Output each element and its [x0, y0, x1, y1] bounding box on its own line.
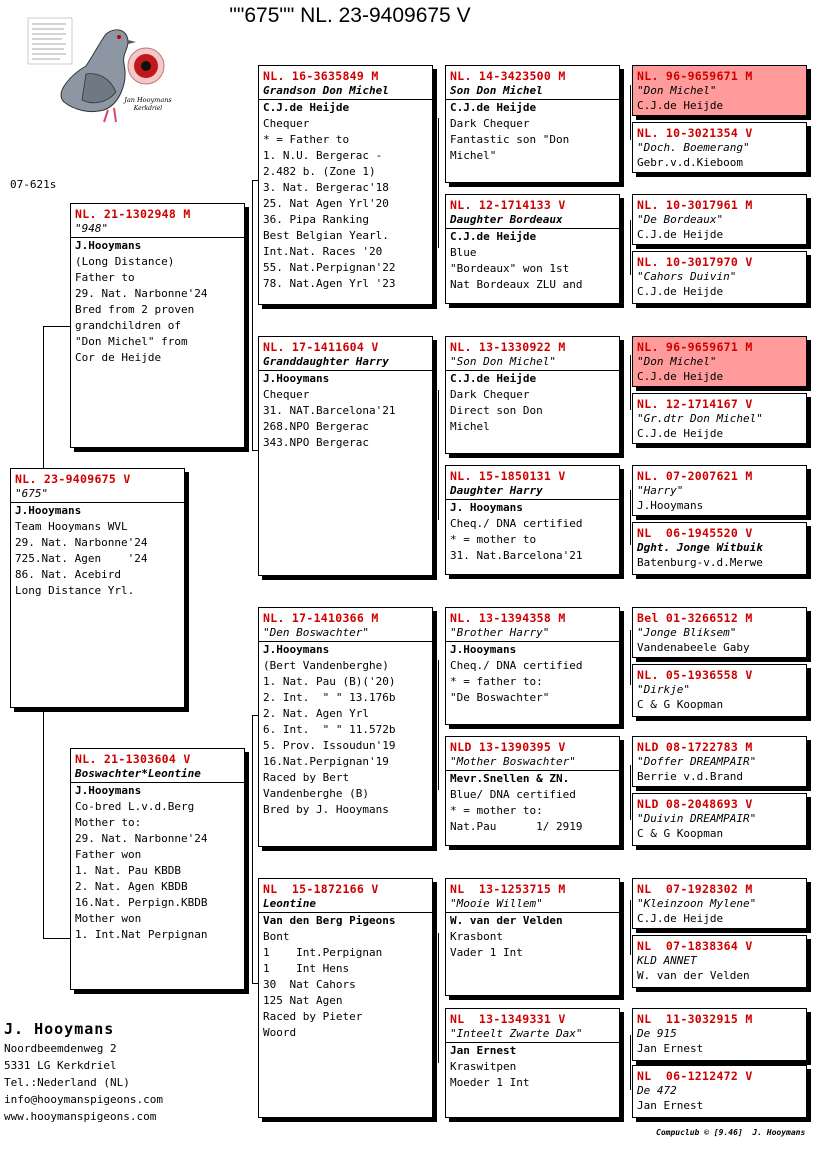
breeder: W. van der Velden	[450, 914, 563, 927]
pigeon-name: "Duivin DREAMPAIR"	[637, 812, 757, 825]
breeder: C.J.de Heijde	[637, 912, 724, 925]
ring-number: NL 06-1212472 V	[637, 1069, 753, 1083]
ring-number: NL. 13-1330922 M	[450, 340, 566, 354]
info-line: 268.NPO Bergerac	[263, 420, 369, 433]
great-grandparent-card[interactable]	[445, 194, 620, 304]
info-line: 30 Nat Cahors	[263, 978, 356, 991]
ring-number: NLD 08-1722783 M	[637, 740, 753, 754]
pigeon-name: "Dirkje"	[637, 683, 690, 696]
dam-card[interactable]	[70, 748, 245, 990]
info-line: Nat Bordeaux ZLU and	[450, 278, 583, 291]
ancestor-card[interactable]	[632, 1065, 807, 1118]
connector	[252, 180, 253, 450]
info-line: Chequer	[263, 388, 310, 401]
info-line: Long Distance Yrl.	[15, 584, 135, 597]
info-line: Chequer	[263, 117, 310, 130]
ancestor-card[interactable]	[632, 65, 807, 116]
info-line: Direct son Don	[450, 404, 543, 417]
info-line: Cor de Heijde	[75, 351, 162, 364]
connector	[43, 326, 71, 327]
breeder: C.J.de Heijde	[637, 285, 724, 298]
info-line: Father won	[75, 848, 142, 861]
great-grandparent-card[interactable]	[445, 465, 620, 575]
pedigree-code: 07-621s	[10, 178, 57, 191]
info-line: Michel	[450, 420, 490, 433]
breeder: C & G Koopman	[637, 827, 724, 840]
connector	[630, 1035, 631, 1090]
pigeon-name: "Mother Boswachter"	[450, 755, 576, 768]
info-line: Woord	[263, 1026, 297, 1039]
ring-number: NL 13-1349331 V	[450, 1012, 566, 1026]
pigeon-name: "Doffer DREAMPAIR"	[637, 755, 757, 768]
ring-number: NL. 10-3017970 V	[637, 255, 753, 269]
ring-number: NL 11-3032915 M	[637, 1012, 753, 1026]
info-line: 31. NAT.Barcelona'21	[263, 404, 396, 417]
breeder: J. Hooymans	[450, 501, 523, 514]
pigeon-name: "Mooie Willem"	[450, 897, 543, 910]
info-line: 2. Nat. Agen KBDB	[75, 880, 188, 893]
breeder: J.Hooymans	[15, 504, 82, 517]
pigeon-name: Dght. Jonge Witbuik	[637, 541, 763, 554]
info-line: "Bordeaux" won 1st	[450, 262, 570, 275]
grandsire-paternal-card[interactable]	[258, 65, 433, 305]
ancestor-card[interactable]	[632, 194, 807, 245]
owner-name: J. Hooymans	[4, 1020, 115, 1038]
pigeon-name: "Doch. Boemerang"	[637, 141, 750, 154]
ring-number: NL. 21-1303604 V	[75, 752, 191, 766]
info-line: 25. Nat Agen Yrl'20	[263, 197, 389, 210]
info-line: Nat.Pau 1/ 2919	[450, 820, 583, 833]
ancestor-card[interactable]	[632, 251, 807, 304]
connector	[252, 715, 253, 983]
pigeon-name: "Den Boswachter"	[263, 626, 369, 639]
ring-number: NL 07-1838364 V	[637, 939, 753, 953]
pigeon-name: "Kleinzoon Mylene"	[637, 897, 757, 910]
info-line: 29. Nat. Narbonne'24	[75, 287, 208, 300]
pigeon-name: KLD ANNET	[637, 954, 697, 967]
breeder: Berrie v.d.Brand	[637, 770, 743, 783]
info-line: "Don Michel" from	[75, 335, 188, 348]
pigeon-name: "Inteelt Zwarte Dax"	[450, 1027, 583, 1040]
ring-number: NL. 96-9659671 M	[637, 340, 753, 354]
owner-address: Noordbeemdenweg 2	[4, 1042, 117, 1055]
info-line: Kraswitpen	[450, 1060, 517, 1073]
pigeon-name: De 915	[637, 1027, 677, 1040]
grandsire-maternal-card[interactable]	[258, 607, 433, 847]
ancestor-card[interactable]	[632, 465, 807, 516]
breeder: Jan Ernest	[637, 1042, 704, 1055]
great-grandparent-card[interactable]	[445, 736, 620, 846]
breeder: C.J.de Heijde	[637, 228, 724, 241]
breeder: C.J.de Heijde	[637, 99, 724, 112]
info-line: "De Boswachter"	[450, 691, 550, 704]
info-line: Father to	[75, 271, 135, 284]
ancestor-card[interactable]	[632, 607, 807, 658]
pigeon-name: Son Don Michel	[450, 84, 543, 97]
info-line: * = father to:	[450, 675, 543, 688]
ring-number: NL. 12-1714167 V	[637, 397, 753, 411]
info-line: Raced by Pieter	[263, 1010, 363, 1023]
ring-number: NL. 96-9659671 M	[637, 69, 753, 83]
ring-number: NL. 16-3635849 M	[263, 69, 379, 83]
info-line: 16.Nat. Perpign.KBDB	[75, 896, 208, 909]
connector	[630, 355, 631, 410]
info-line: Krasbont	[450, 930, 503, 943]
connector	[630, 490, 631, 545]
ring-number: NL 07-1928302 M	[637, 882, 753, 896]
footer-credit: Compuclub © [9.46] J. Hooymans	[656, 1128, 806, 1137]
info-line: Bred by J. Hooymans	[263, 803, 389, 816]
pigeon-logo	[24, 14, 174, 129]
info-line: 31. Nat.Barcelona'21	[450, 549, 583, 562]
owner-contact	[4, 1018, 163, 1125]
ring-number: NL. 21-1302948 M	[75, 207, 191, 221]
ring-number: NLD 08-2048693 V	[637, 797, 753, 811]
info-line: Mother won	[75, 912, 142, 925]
breeder: C.J.de Heijde	[450, 372, 537, 385]
ring-number: NL. 15-1850131 V	[450, 469, 566, 483]
ring-number: Bel 01-3266512 M	[637, 611, 753, 625]
connector	[630, 630, 631, 685]
pigeon-name: "Don Michel"	[637, 84, 717, 97]
connector	[630, 900, 631, 955]
granddam-maternal-card[interactable]	[258, 878, 433, 1118]
granddam-paternal-card[interactable]	[258, 336, 433, 576]
info-line: 29. Nat. Narbonne'24	[15, 536, 148, 549]
info-line: Vader 1 Int	[450, 946, 523, 959]
info-line: 2. Int. " " 13.176b	[263, 691, 396, 704]
ring-number: NL. 23-9409675 V	[15, 472, 131, 486]
connector	[43, 938, 71, 939]
owner-website[interactable]: www.hooymanspigeons.com	[4, 1110, 157, 1123]
great-grandparent-card[interactable]	[445, 1008, 620, 1118]
ring-number: NL. 13-1394358 M	[450, 611, 566, 625]
info-line: 1. Nat. Pau KBDB	[75, 864, 181, 877]
breeder: C.J.de Heijde	[637, 370, 724, 383]
breeder: C.J.de Heijde	[450, 230, 537, 243]
svg-text:Kerkdriel: Kerkdriel	[133, 105, 163, 112]
info-line: Blue/ DNA certified	[450, 788, 576, 801]
info-line: 86. Nat. Acebird	[15, 568, 121, 581]
info-line: 29. Nat. Narbonne'24	[75, 832, 208, 845]
info-line: 3. Nat. Bergerac'18	[263, 181, 389, 194]
breeder: C & G Koopman	[637, 698, 724, 711]
pigeon-name: Granddaughter Harry	[263, 355, 389, 368]
breeder: Van den Berg Pigeons	[263, 914, 396, 927]
info-line: Best Belgian Yearl.	[263, 229, 389, 242]
info-line: Blue	[450, 246, 477, 259]
info-line: 78. Nat.Agen Yrl '23	[263, 277, 396, 290]
breeder: Jan Ernest	[450, 1044, 517, 1057]
info-line: grandchildren of	[75, 319, 181, 332]
info-line: Bred from 2 proven	[75, 303, 195, 316]
ring-number: NL 06-1945520 V	[637, 526, 753, 540]
info-line: (Bert Vandenberghe)	[263, 659, 389, 672]
breeder: J.Hooymans	[75, 239, 142, 252]
ancestor-card[interactable]	[632, 664, 807, 717]
connector	[43, 326, 44, 470]
ring-number: NL 13-1253715 M	[450, 882, 566, 896]
ring-number: NL. 17-1410366 M	[263, 611, 379, 625]
pigeon-name: "Don Michel"	[637, 355, 717, 368]
ancestor-card[interactable]	[632, 793, 807, 846]
pigeon-name: "Gr.dtr Don Michel"	[637, 412, 763, 425]
great-grandparent-card[interactable]	[445, 65, 620, 183]
ancestor-card[interactable]	[632, 122, 807, 173]
info-line: 1. N.U. Bergerac -	[263, 149, 383, 162]
info-line: * = mother to:	[450, 804, 543, 817]
breeder: C.J.de Heijde	[450, 101, 537, 114]
pigeon-name: Grandson Don Michel	[263, 84, 389, 97]
subject-card[interactable]	[10, 468, 185, 708]
pigeon-name: "948"	[75, 222, 109, 235]
info-line: 1 Int.Perpignan	[263, 946, 383, 959]
connector	[438, 390, 439, 520]
breeder: J.Hooymans	[637, 499, 704, 512]
breeder: J.Hooymans	[263, 643, 330, 656]
page-title: ""675"" NL. 23-9409675 V	[229, 4, 471, 27]
connector	[438, 660, 439, 790]
great-grandparent-card[interactable]	[445, 336, 620, 454]
ancestor-card[interactable]	[632, 336, 807, 387]
breeder: J.Hooymans	[450, 643, 517, 656]
connector	[630, 220, 631, 275]
info-line: Int.Nat. Races '20	[263, 245, 383, 258]
info-line: 2. Nat. Agen Yrl	[263, 707, 369, 720]
info-line: 1. Nat. Pau (B)('20)	[263, 675, 396, 688]
ring-number: NLD 13-1390395 V	[450, 740, 566, 754]
pigeon-name: "Son Don Michel"	[450, 355, 556, 368]
info-line: Michel"	[450, 149, 497, 162]
pigeon-name: "De Bordeaux"	[637, 213, 724, 226]
breeder: W. van der Velden	[637, 969, 750, 982]
info-line: Fantastic son "Don	[450, 133, 570, 146]
info-line: 55. Nat.Perpignan'22	[263, 261, 396, 274]
pigeon-name: De 472	[637, 1084, 677, 1097]
ring-number: NL. 07-2007621 M	[637, 469, 753, 483]
info-line: 343.NPO Bergerac	[263, 436, 369, 449]
owner-email[interactable]: info@hooymanspigeons.com	[4, 1093, 163, 1106]
great-grandparent-card[interactable]	[445, 607, 620, 725]
ring-number: NL. 10-3017961 M	[637, 198, 753, 212]
ring-number: NL. 10-3021354 V	[637, 126, 753, 140]
pigeon-name: "Brother Harry"	[450, 626, 550, 639]
info-line: 1 Int Hens	[263, 962, 350, 975]
info-line: Co-bred L.v.d.Berg	[75, 800, 195, 813]
info-line: 125 Nat Agen	[263, 994, 343, 1007]
info-line: Dark Chequer	[450, 117, 530, 130]
ring-number: NL 15-1872166 V	[263, 882, 379, 896]
info-line: Mother to:	[75, 816, 142, 829]
owner-city: 5331 LG Kerkdriel	[4, 1059, 117, 1072]
pigeon-name: "Jonge Bliksem"	[637, 626, 737, 639]
pigeon-name: Boswachter*Leontine	[75, 767, 201, 780]
info-line: 725.Nat. Agen '24	[15, 552, 148, 565]
pigeon-name: Daughter Bordeaux	[450, 213, 563, 226]
breeder: C.J.de Heijde	[263, 101, 350, 114]
info-line: 16.Nat.Perpignan'19	[263, 755, 389, 768]
info-line: 36. Pipa Ranking	[263, 213, 369, 226]
pigeon-name: Daughter Harry	[450, 484, 543, 497]
info-line: Vandenberghe (B)	[263, 787, 369, 800]
info-line: 2.482 b. (Zone 1)	[263, 165, 376, 178]
sire-card[interactable]	[70, 203, 245, 448]
ancestor-card[interactable]	[632, 736, 807, 787]
ancestor-card[interactable]	[632, 393, 807, 444]
breeder: Gebr.v.d.Kieboom	[637, 156, 743, 169]
ring-number: NL. 14-3423500 M	[450, 69, 566, 83]
info-line: Cheq./ DNA certified	[450, 517, 583, 530]
connector	[630, 765, 631, 820]
svg-text:Jan Hooymans: Jan Hooymans	[124, 96, 172, 104]
info-line: Moeder 1 Int	[450, 1076, 530, 1089]
ring-number: NL. 12-1714133 V	[450, 198, 566, 212]
connector	[438, 118, 439, 248]
info-line: Dark Chequer	[450, 388, 530, 401]
breeder: J.Hooymans	[263, 372, 330, 385]
breeder: C.J.de Heijde	[637, 427, 724, 440]
info-line: Bont	[263, 930, 290, 943]
great-grandparent-card[interactable]	[445, 878, 620, 996]
owner-phone: Tel.:Nederland (NL)	[4, 1076, 130, 1089]
pigeon-name: "675"	[15, 487, 49, 500]
ancestor-card[interactable]	[632, 522, 807, 575]
breeder: J.Hooymans	[75, 784, 142, 797]
ancestor-card[interactable]	[632, 1008, 807, 1061]
info-line: Raced by Bert	[263, 771, 350, 784]
connector	[438, 933, 439, 1063]
connector	[43, 708, 44, 938]
pigeon-name: "Harry"	[637, 484, 684, 497]
info-line: Cheq./ DNA certified	[450, 659, 583, 672]
connector	[630, 85, 631, 140]
breeder: Vandenabeele Gaby	[637, 641, 750, 654]
info-line: Team Hooymans WVL	[15, 520, 128, 533]
info-line: 1. Int.Nat Perpignan	[75, 928, 208, 941]
info-line: 6. Int. " " 11.572b	[263, 723, 396, 736]
breeder: Mevr.Snellen & ZN.	[450, 772, 570, 785]
info-line: * = mother to	[450, 533, 537, 546]
ring-number: NL. 17-1411604 V	[263, 340, 379, 354]
info-line: * = Father to	[263, 133, 350, 146]
info-line: (Long Distance)	[75, 255, 175, 268]
ancestor-card[interactable]	[632, 935, 807, 988]
info-line: 5. Prov. Issoudun'19	[263, 739, 396, 752]
pigeon-name: "Cahors Duivin"	[637, 270, 737, 283]
ancestor-card[interactable]	[632, 878, 807, 929]
pigeon-name: Leontine	[263, 897, 316, 910]
ring-number: NL. 05-1936558 V	[637, 668, 753, 682]
breeder: Jan Ernest	[637, 1099, 704, 1112]
breeder: Batenburg-v.d.Merwe	[637, 556, 763, 569]
